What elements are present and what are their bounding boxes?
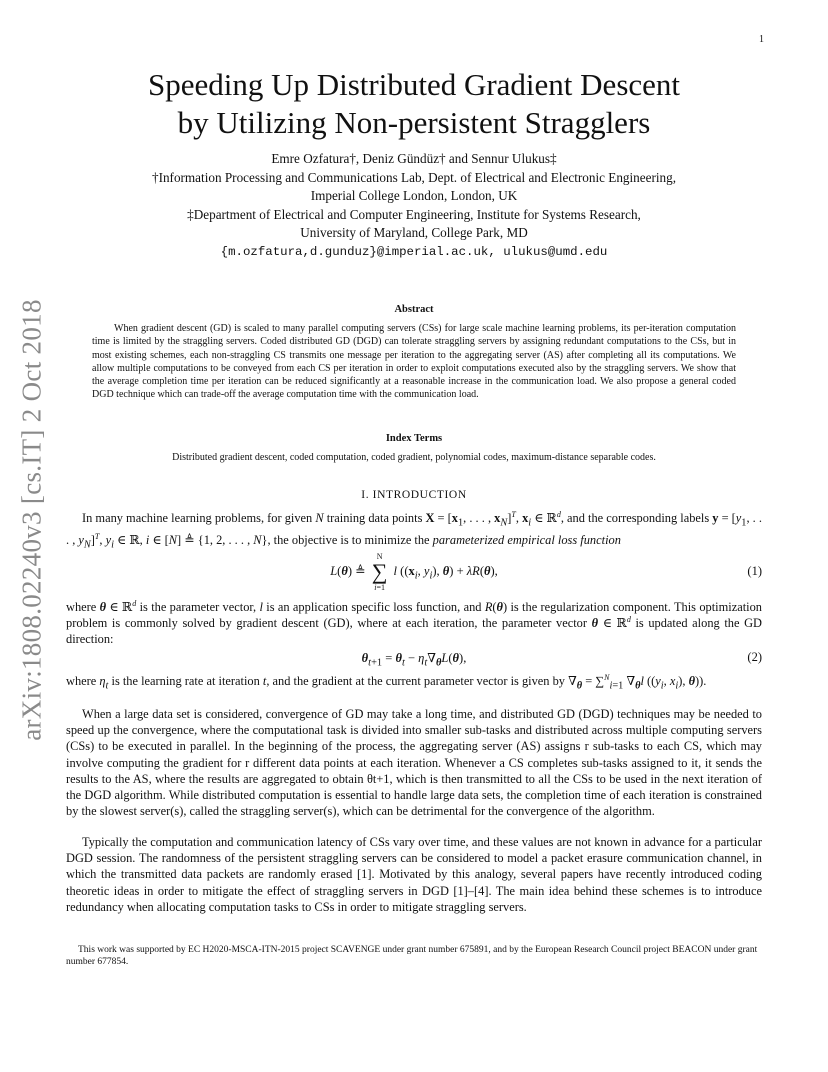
intro-paragraph-2: where θ ∈ ℝ$^d$ is the parameter vector, l is an application specific loss function, and R(θ) is the regularization component. This optimization problem is commonly solved by gradient descent (GD), where at each iteration, the parameter vector θ ∈ ℝ$^d$ is updated along the GD direction:	[66, 598, 763, 647]
equation-1-number: (1)	[747, 564, 762, 578]
funding-footnote-text: This work was supported by EC H2020-MSCA-ITN-2015 project SCAVENGE under grant number 675891, and by the European Research Council project BEACON under grant number 677854.	[66, 945, 758, 967]
equation-1	[66, 552, 762, 594]
intro-paragraph-2b: where $\eta_t$ is the learning rate at iteration t, and the gradient at the current parameter vector is given by $\nabla_\theta = \sum^N_{i=1}$ $\nabla_\theta l$ (($y_i$, $x_i$), θ)).	[66, 672, 707, 692]
paper-title	[100, 66, 728, 142]
affiliation-2-line-2: University of Maryland, College Park, MD	[300, 225, 528, 240]
equation-2-expression: $\theta_{t+1} = \theta_t - \eta_t\nabla_\theta L(\theta)$,	[361, 651, 467, 669]
equation-2-number: (2)	[747, 650, 762, 664]
index-terms-heading: Index Terms	[385, 433, 443, 444]
author-block	[80, 150, 748, 261]
title-line-2: by Utilizing Non-persistent Stragglers	[177, 105, 651, 140]
author-names: Emre Ozfatura†, Deniz Gündüz† and Sennur Ulukus‡	[271, 151, 557, 166]
index-terms-text: Distributed gradient descent, coded computation, coded gradient, polynomial codes, maximum-distance separable codes.	[172, 452, 656, 463]
intro-paragraph-4	[66, 834, 762, 915]
affiliation-2-line-1: ‡Department of Electrical and Computer Engineering, Institute for Systems Research,	[187, 206, 641, 222]
abstract-section	[92, 303, 736, 401]
intro-paragraph-1: In many machine learning problems, for given N training data points $X = [x_1$, . . . , $x_N]^T$, $x_i$ ∈ ℝ$^d$, and the corresponding labels $y = [y_1$, . . . , $y_N]^T$, $y_i$ ∈ ℝ, i ∈ [N] ≜ {1, 2, . . . , N}, the objective is to minimize the parameterized empirical loss function	[66, 509, 762, 551]
section-heading-introduction: I. INTRODUCTION	[361, 489, 467, 501]
title-line-1: Speeding Up Distributed Gradient Descent	[147, 67, 681, 102]
intro-paragraph-3	[66, 706, 762, 819]
intro-paragraph-3-text: When a large data set is considered, convergence of GD may take a long time, and distributed GD (DGD) techniques may be needed to speed up the convergence, where the computational task is divided into smaller sub-tasks and distributed across multiple computing servers (CSs) to be executed in parallel. In the beginning of the process, the aggregating server (AS) assigns r sub-tasks to each CS, which may involve computing the gradient for r different data points at each iteration. Whenever a CS completes sub-tasks assigned to it, it sends the results to the AS, where the results are aggregated to obtain θt+1, which is then transmitted to all the CSs to be used in the next iteration of the DGD algorithm. While distributed computation is essential to handle large data sets, the completion time of each iteration is constrained by the slowest server(s), called the straggling server(s), which can be detrimental for the convergence of the algorithm.	[66, 707, 762, 819]
arxiv-side-stamp	[12, 300, 52, 740]
affiliation-1-line-2: Imperial College London, London, UK	[310, 188, 518, 203]
arxiv-identifier: arXiv:1808.02240v3 [cs.IT] 2 Oct 2018	[16, 299, 47, 741]
intro-paragraph-4-text: Typically the computation and communication latency of CSs vary over time, and these values are not known in advance for a particular DGD session. The randomness of the persistent straggling servers can be considered to model a packet erasure communication channel, in which the transmitted data packets are randomly erased [1]. Motivated by this analogy, several papers have recently introduced coding theoretic ideas in order to mitigate the effect of straggling servers in DGD [1]–[4]. The main idea behind these schemes is to introduce redundancy when allocating computation tasks to CSs in order to mitigate straggling servers.	[66, 835, 762, 914]
author-emails: {m.ozfatura,d.gunduz}@imperial.ac.uk, ulukus@umd.edu	[220, 244, 608, 259]
equation-1-expression: L(θ) ≜ N ∑ i=1 l (($x_i$, $y_i$), θ) + λR(θ),	[330, 552, 498, 592]
funding-footnote	[66, 944, 762, 968]
page-number: 1	[759, 34, 764, 45]
abstract-text: When gradient descent (GD) is scaled to many parallel computing servers (CSs) for large scale machine learning problems, its per-iteration computation time is limited by the straggling servers. Coded distributed GD (DGD) can tolerate straggling servers by assigning redundant computations to the CSs, but in most existing schemes, each non-straggling CS transmits one message per iteration to the aggregating server (AS) after completing all its computations. We allow multiple computations to be conveyed from each CS per iteration in order to exploit computations executed also by the straggling servers. We show that the average completion time per iteration can be reduced significantly at a reasonable increase in the communication load. We also propose a general coded DGD technique which can trade-off the average computation time with the communication load.	[92, 323, 736, 401]
abstract-heading: Abstract	[394, 304, 434, 315]
index-terms-section	[92, 432, 736, 464]
affiliation-1-line-1: †Information Processing and Communications Lab, Dept. of Electrical and Electronic Engineering,	[151, 169, 677, 185]
